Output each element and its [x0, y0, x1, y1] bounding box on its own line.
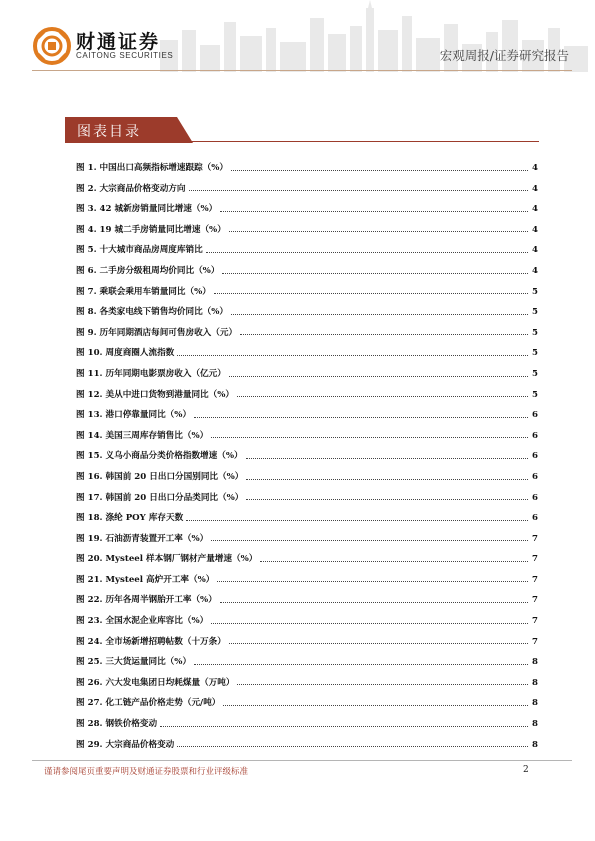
toc-entry-page: 4 — [532, 224, 538, 235]
toc-entry[interactable] — [76, 173, 538, 194]
toc-entry[interactable] — [76, 193, 538, 214]
toc-entry-leader-dots — [186, 519, 528, 521]
toc-entry[interactable] — [76, 276, 538, 297]
toc-entry-label: 图 10. 周度商圈人流指数 — [76, 348, 175, 359]
toc-entry-leader-dots — [194, 663, 528, 665]
toc-entry-leader-dots — [177, 745, 528, 747]
toc-entry-label: 图 17. 韩国前 20 日出口分品类同比（%） — [76, 492, 244, 503]
toc-entry-label: 图 6. 二手房分级租周均价同比（%） — [76, 265, 220, 276]
toc-entry[interactable] — [76, 317, 538, 338]
toc-entry-leader-dots — [189, 189, 529, 191]
toc-entry-leader-dots — [231, 313, 528, 315]
toc-entry-page: 7 — [532, 533, 538, 544]
toc-entry-page: 4 — [532, 163, 538, 173]
toc-entry-page: 5 — [532, 348, 538, 359]
toc-entry-leader-dots — [194, 416, 528, 418]
toc-entry[interactable] — [76, 296, 538, 317]
toc-entry[interactable] — [76, 358, 538, 379]
toc-entry-page: 5 — [532, 368, 538, 379]
toc-entry-leader-dots — [211, 539, 528, 541]
toc-entry[interactable] — [76, 605, 538, 626]
toc-entry-leader-dots — [206, 251, 528, 253]
toc-entry-page: 4 — [532, 265, 538, 276]
toc-entry-label: 图 8. 各类家电线下销售均价同比（%） — [76, 307, 229, 318]
toc-entry-label: 图 22. 历年各周半钢胎开工率（%） — [76, 595, 217, 606]
toc-entry-page: 6 — [532, 492, 538, 503]
toc-entry-page: 6 — [532, 451, 538, 462]
toc-entry-label: 图 5. 十大城市商品房周度库销比 — [76, 245, 203, 256]
toc-entry[interactable] — [76, 502, 538, 523]
toc-entry-leader-dots — [177, 354, 528, 356]
toc-entry-leader-dots — [220, 210, 528, 212]
toc-entry-leader-dots — [214, 292, 528, 294]
toc-entry-leader-dots — [240, 333, 528, 335]
toc-entry-label: 图 27. 化工链产品价格走势（元/吨） — [76, 698, 221, 709]
toc-entry-page: 7 — [532, 574, 538, 585]
toc-entry-page: 8 — [532, 698, 538, 709]
toc-entry[interactable] — [76, 564, 538, 585]
toc-entry-label: 图 29. 大宗商品价格变动 — [76, 739, 175, 750]
toc-entry-label: 图 28. 钢铁价格变动 — [76, 719, 158, 730]
toc-entry-page: 8 — [532, 657, 538, 668]
toc-entry-label: 图 18. 涤纶 POY 库存天数 — [76, 513, 184, 524]
toc-entry-page: 5 — [532, 327, 538, 338]
toc-entry-leader-dots — [246, 457, 528, 459]
toc-entry[interactable] — [76, 584, 538, 605]
toc-entry-label: 图 23. 全国水泥企业库容比（%） — [76, 616, 209, 627]
toc-entry[interactable] — [76, 543, 538, 564]
toc-entry-label: 图 1. 中国出口高频指标增速跟踪（%） — [76, 163, 229, 173]
toc-entry-leader-dots — [260, 560, 528, 562]
toc-entry[interactable] — [76, 523, 538, 544]
toc-entry-label: 图 4. 19 城二手房销量同比增速（%） — [76, 224, 226, 235]
page-header — [0, 0, 595, 78]
toc-entry-label: 图 2. 大宗商品价格变动方向 — [76, 183, 186, 194]
toc-entry[interactable] — [76, 482, 538, 503]
toc-entry-label: 图 14. 美国三周库存销售比（%） — [76, 430, 209, 441]
toc-entry-page: 7 — [532, 554, 538, 565]
toc-entry[interactable] — [76, 234, 538, 255]
toc-entry-leader-dots — [229, 375, 528, 377]
toc-entry-label: 图 21. Mysteel 高炉开工率（%） — [76, 574, 215, 585]
toc-entry-page: 6 — [532, 430, 538, 441]
toc-entry-page: 6 — [532, 471, 538, 482]
footer-disclaimer: 谨请参阅尾页重要声明及财通证券股票和行业评级标准 — [44, 767, 249, 777]
toc-entry-leader-dots — [237, 395, 528, 397]
toc-entry[interactable] — [76, 667, 538, 688]
brand-name-en: CAITONG SECURITIES — [76, 51, 174, 60]
toc-entry[interactable] — [76, 255, 538, 276]
toc-entry-label: 图 25. 三大货运量同比（%） — [76, 657, 192, 668]
header-divider — [32, 70, 572, 71]
toc-title: 图表目录 — [77, 124, 141, 140]
toc-list — [76, 152, 538, 749]
toc-entry-label: 图 3. 42 城新房销量同比增速（%） — [76, 204, 218, 215]
toc-entry-leader-dots — [223, 704, 528, 706]
toc-entry-page: 8 — [532, 719, 538, 730]
report-type-label: 宏观周报/证券研究报告 — [439, 48, 569, 63]
toc-entry-leader-dots — [222, 272, 528, 274]
toc-entry[interactable] — [76, 379, 538, 400]
toc-entry[interactable] — [76, 420, 538, 441]
toc-entry-leader-dots — [220, 601, 528, 603]
caitong-coin-logo-icon — [32, 26, 72, 66]
toc-entry-label: 图 9. 历年同期酒店每间可售房收入（元） — [76, 327, 238, 338]
toc-entry-label: 图 12. 美从中进口货物到港量同比（%） — [76, 389, 235, 400]
toc-entry-leader-dots — [231, 169, 528, 171]
toc-entry[interactable] — [76, 152, 538, 173]
toc-entry-page: 6 — [532, 513, 538, 524]
toc-entry-label: 图 16. 韩国前 20 日出口分国别同比（%） — [76, 471, 244, 482]
toc-entry-leader-dots — [246, 478, 528, 480]
footer-divider — [32, 760, 572, 761]
toc-entry-page: 5 — [532, 389, 538, 400]
toc-entry-label: 图 26. 六大发电集团日均耗煤量（万吨） — [76, 677, 235, 688]
brand-name-cn: 财通证券 — [76, 31, 161, 53]
toc-entry-leader-dots — [229, 642, 528, 644]
toc-entry-page: 5 — [532, 307, 538, 318]
toc-entry-leader-dots — [160, 725, 528, 727]
toc-entry-leader-dots — [246, 498, 528, 500]
toc-entry-page: 7 — [532, 616, 538, 627]
toc-entry-page: 4 — [532, 245, 538, 256]
toc-entry-page: 5 — [532, 286, 538, 297]
toc-entry-page: 4 — [532, 183, 538, 194]
toc-entry-label: 图 11. 历年同期电影票房收入（亿元） — [76, 368, 226, 379]
toc-entry-page: 7 — [532, 636, 538, 647]
toc-entry-leader-dots — [217, 580, 528, 582]
toc-entry-label: 图 20. Mysteel 样本钢厂钢材产量增速（%） — [76, 554, 258, 565]
toc-entry-page: 7 — [532, 595, 538, 606]
toc-entry[interactable] — [76, 729, 538, 750]
toc-entry-leader-dots — [211, 622, 528, 624]
toc-entry-page: 8 — [532, 677, 538, 688]
toc-entry[interactable] — [76, 440, 538, 461]
toc-entry-label: 图 7. 乘联会乘用车销量同比（%） — [76, 286, 211, 297]
toc-entry-label: 图 15. 义乌小商品分类价格指数增速（%） — [76, 451, 243, 462]
toc-entry[interactable] — [76, 337, 538, 358]
toc-entry[interactable] — [76, 687, 538, 708]
toc-entry-label: 图 19. 石油沥青装置开工率（%） — [76, 533, 209, 544]
toc-entry[interactable] — [76, 646, 538, 667]
toc-entry-label: 图 24. 全市场新增招聘帖数（十万条） — [76, 636, 226, 647]
toc-entry-page: 6 — [532, 410, 538, 421]
toc-entry-leader-dots — [229, 230, 528, 232]
toc-title-underline — [176, 141, 539, 142]
toc-entry-page: 4 — [532, 204, 538, 215]
toc-entry-label: 图 13. 港口停靠量同比（%） — [76, 410, 192, 421]
toc-entry[interactable] — [76, 214, 538, 235]
toc-entry-leader-dots — [237, 683, 528, 685]
page-number: 2 — [523, 765, 529, 775]
toc-entry-page: 8 — [532, 739, 538, 750]
toc-entry[interactable] — [76, 626, 538, 647]
toc-entry[interactable] — [76, 399, 538, 420]
toc-entry-leader-dots — [211, 436, 528, 438]
toc-entry[interactable] — [76, 708, 538, 729]
toc-entry[interactable] — [76, 461, 538, 482]
